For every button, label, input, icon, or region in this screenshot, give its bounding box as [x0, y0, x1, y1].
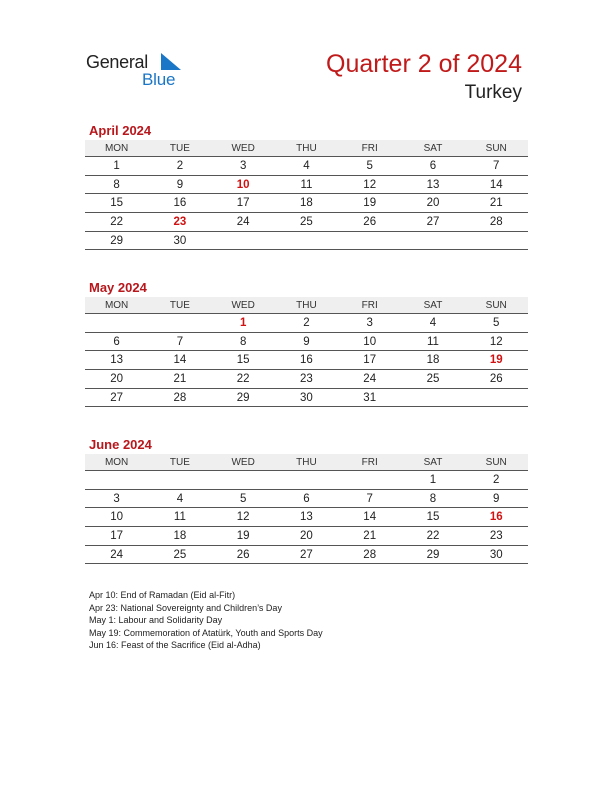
- day-cell: 6: [303, 492, 310, 505]
- weekday-label: TUE: [169, 299, 190, 311]
- day-cell: 18: [426, 354, 440, 367]
- week-row: [85, 157, 528, 176]
- day-cell: 9: [176, 178, 184, 191]
- day-cell: 25: [300, 215, 313, 228]
- day-cell: 10: [110, 511, 124, 524]
- day-cell: 22: [426, 529, 440, 542]
- weekday-label: SUN: [485, 456, 507, 468]
- day-cell: 8: [239, 335, 247, 348]
- week-row: [85, 176, 528, 195]
- day-cell: 13: [426, 178, 440, 191]
- day-cell: 7: [176, 335, 184, 348]
- weekday-label: SAT: [423, 299, 443, 311]
- day-cell: 11: [173, 511, 186, 524]
- weekday-label: MON: [104, 142, 129, 154]
- day-cell: 7: [493, 159, 500, 172]
- day-cell: 14: [363, 511, 377, 524]
- weekday-label: SUN: [485, 299, 507, 311]
- day-cell: 30: [173, 234, 187, 247]
- week-row: [85, 389, 528, 408]
- day-cell: 24: [363, 372, 377, 385]
- day-cell: 21: [489, 197, 503, 210]
- day-cell: 6: [113, 335, 120, 348]
- day-cell: 28: [489, 215, 503, 228]
- month-june: [85, 436, 528, 564]
- day-cell: 20: [110, 372, 124, 385]
- holiday-note: Apr 23: National Sovereignty and Children’s Day: [89, 602, 282, 613]
- logo-blue-text: Blue: [142, 70, 176, 89]
- day-cell: 25: [426, 372, 440, 385]
- day-cell: 5: [366, 159, 373, 172]
- day-cell: 23: [489, 529, 503, 542]
- day-cell: 17: [363, 354, 377, 367]
- weekday-label: THU: [296, 456, 317, 468]
- day-cell: 12: [363, 178, 377, 191]
- day-cell: 6: [429, 159, 437, 172]
- day-cell: 20: [426, 197, 440, 210]
- day-cell: 15: [426, 511, 440, 524]
- day-cell: 11: [300, 178, 313, 191]
- day-cell: 4: [429, 316, 437, 329]
- holiday-note: Jun 16: Feast of the Sacrifice (Eid al-Adha): [89, 640, 261, 651]
- logo-triangle-icon: [161, 53, 181, 70]
- day-cell: 16: [300, 354, 313, 367]
- holiday-notes: [89, 589, 323, 652]
- holiday-day-cell: 19: [489, 354, 503, 367]
- day-cell: 14: [489, 178, 503, 191]
- weekday-label: MON: [104, 456, 129, 468]
- calendar-grid: [85, 297, 528, 407]
- day-cell: 13: [110, 354, 124, 367]
- week-row: [85, 351, 528, 370]
- day-cell: 3: [366, 316, 373, 329]
- holiday-day-cell: 23: [173, 215, 187, 228]
- day-cell: 12: [489, 335, 503, 348]
- weekday-label: TUE: [169, 456, 190, 468]
- day-cell: 24: [236, 215, 250, 228]
- weekday-label: THU: [296, 299, 317, 311]
- week-row: [85, 213, 528, 232]
- weekday-label: TUE: [169, 142, 190, 154]
- day-cell: 27: [426, 215, 440, 228]
- week-row: [85, 508, 528, 527]
- weekday-label: SAT: [423, 142, 443, 154]
- day-cell: 5: [493, 316, 500, 329]
- day-cell: 29: [110, 234, 124, 247]
- weekday-label: WED: [231, 299, 255, 311]
- day-cell: 27: [300, 548, 313, 561]
- day-cell: 3: [239, 159, 247, 172]
- calendar-grid: [85, 140, 528, 250]
- calendar-grid: [85, 454, 528, 564]
- day-cell: 29: [236, 391, 250, 404]
- day-cell: 16: [173, 197, 187, 210]
- day-cell: 2: [303, 316, 310, 329]
- holiday-note: May 1: Labour and Solidarity Day: [89, 615, 223, 626]
- weekday-label: WED: [231, 456, 255, 468]
- day-cell: 7: [366, 492, 373, 505]
- day-cell: 5: [239, 492, 247, 505]
- logo-general-text: General: [86, 52, 148, 72]
- day-cell: 21: [173, 372, 187, 385]
- day-cell: 8: [113, 178, 120, 191]
- day-cell: 19: [236, 529, 250, 542]
- day-cell: 26: [363, 215, 377, 228]
- day-cell: 17: [110, 529, 124, 542]
- day-cell: 2: [493, 473, 500, 486]
- quarter-title: Quarter 2 of 2024: [326, 50, 522, 78]
- week-row: [85, 232, 528, 251]
- month-title: April 2024: [89, 123, 152, 138]
- day-cell: 27: [110, 391, 124, 404]
- week-row: [85, 314, 528, 333]
- holiday-day-cell: 10: [236, 178, 250, 191]
- day-cell: 11: [426, 335, 439, 348]
- country-name: Turkey: [464, 82, 522, 103]
- week-row: [85, 527, 528, 546]
- week-row: [85, 490, 528, 509]
- weekday-label: SAT: [423, 456, 443, 468]
- day-cell: 2: [176, 159, 184, 172]
- holiday-note: Apr 10: End of Ramadan (Eid al-Fitr): [89, 590, 236, 600]
- month-title: June 2024: [89, 437, 152, 452]
- week-row: [85, 546, 528, 565]
- month-april: [85, 122, 528, 250]
- day-cell: 4: [303, 159, 310, 172]
- week-row: [85, 370, 528, 389]
- month-may: [85, 279, 528, 407]
- day-cell: 25: [173, 548, 187, 561]
- day-cell: 1: [113, 159, 120, 172]
- weekday-label: FRI: [361, 456, 378, 468]
- weekday-label: THU: [296, 142, 317, 154]
- day-cell: 26: [489, 372, 503, 385]
- day-cell: 1: [429, 473, 437, 486]
- weekday-label: FRI: [361, 142, 378, 154]
- week-row: [85, 471, 528, 490]
- day-cell: 15: [236, 354, 250, 367]
- generalblue-logo: [86, 50, 196, 90]
- weekday-header-row: [85, 297, 528, 314]
- day-cell: 30: [489, 548, 503, 561]
- holiday-note: May 19: Commemoration of Atatürk, Youth and Sports Day: [89, 627, 323, 638]
- day-cell: 30: [300, 391, 313, 404]
- day-cell: 22: [236, 372, 250, 385]
- day-cell: 4: [176, 492, 184, 505]
- day-cell: 28: [173, 391, 187, 404]
- holiday-day-cell: 1: [239, 316, 247, 329]
- day-cell: 18: [300, 197, 313, 210]
- day-cell: 18: [173, 529, 187, 542]
- day-cell: 21: [363, 529, 377, 542]
- day-cell: 26: [236, 548, 250, 561]
- holiday-day-cell: 16: [489, 511, 503, 524]
- weekday-label: FRI: [361, 299, 378, 311]
- day-cell: 19: [363, 197, 377, 210]
- weekday-label: MON: [104, 299, 129, 311]
- day-cell: 28: [363, 548, 377, 561]
- day-cell: 23: [300, 372, 313, 385]
- day-cell: 9: [493, 492, 500, 505]
- day-cell: 17: [236, 197, 250, 210]
- weekday-header-row: [85, 140, 528, 157]
- day-cell: 10: [363, 335, 377, 348]
- week-row: [85, 333, 528, 352]
- day-cell: 20: [300, 529, 313, 542]
- day-cell: 14: [173, 354, 187, 367]
- day-cell: 13: [300, 511, 313, 524]
- day-cell: 22: [110, 215, 124, 228]
- day-cell: 9: [303, 335, 310, 348]
- day-cell: 15: [110, 197, 124, 210]
- month-title: May 2024: [89, 280, 147, 295]
- weekday-label: SUN: [485, 142, 507, 154]
- day-cell: 31: [363, 391, 377, 404]
- day-cell: 3: [113, 492, 120, 505]
- day-cell: 29: [426, 548, 440, 561]
- day-cell: 24: [110, 548, 124, 561]
- weekday-label: WED: [231, 142, 255, 154]
- week-row: [85, 194, 528, 213]
- weekday-header-row: [85, 454, 528, 471]
- day-cell: 8: [429, 492, 437, 505]
- day-cell: 12: [236, 511, 250, 524]
